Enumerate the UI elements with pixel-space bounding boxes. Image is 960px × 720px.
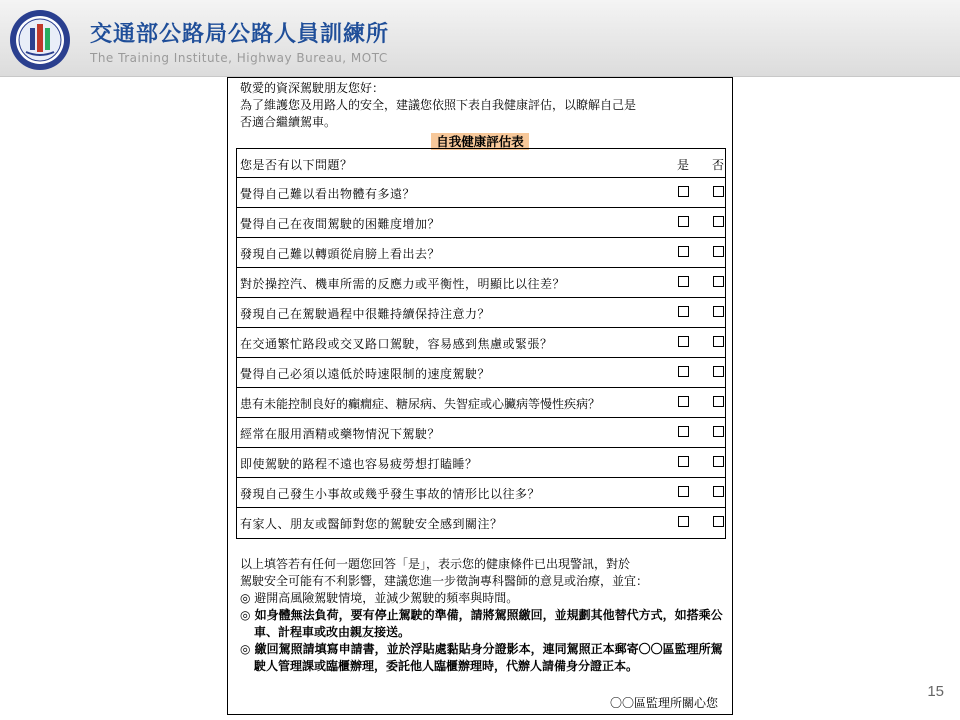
no-checkbox[interactable] xyxy=(713,396,724,407)
question-text: 發現自己難以轉頭從肩膀上看出去？ xyxy=(240,247,441,261)
no-checkbox[interactable] xyxy=(713,186,724,197)
yes-checkbox[interactable] xyxy=(678,516,689,527)
table-row xyxy=(237,268,725,298)
no-checkbox[interactable] xyxy=(713,276,724,287)
yes-checkbox[interactable] xyxy=(678,186,689,197)
no-checkbox[interactable] xyxy=(713,246,724,257)
question-text: 即使駕駛的路程不遠也容易疲勞想打瞌睡？ xyxy=(240,457,478,471)
table-row xyxy=(237,298,725,328)
question-text: 在交通繁忙路段或交叉路口駕駛，容易感到焦慮或緊張？ xyxy=(240,337,553,351)
yes-checkbox[interactable] xyxy=(678,426,689,437)
self-health-assessment-document xyxy=(227,77,733,715)
institute-logo-icon xyxy=(8,8,72,72)
table-row xyxy=(237,418,725,448)
advice-bullet-2: ◎ 如身體無法負荷，要有停止駕駛的準備，請將駕照繳回，並規劃其他替代方式，如搭乘公車、計程車或改由親友接送。 xyxy=(240,608,723,639)
yes-checkbox[interactable] xyxy=(678,246,689,257)
advice-bullet-3: ◎ 繳回駕照請填寫申請書，並於浮貼處黏貼身分證影本，連同駕照正本郵寄〇〇區監理所駕駛人管理課或臨櫃辦理，委託他人臨櫃辦理時，代辦人請備身分證正本。 xyxy=(240,642,723,673)
question-text: 對於操控汽、機車所需的反應力或平衡性，明顯比以往差？ xyxy=(240,277,566,291)
table-row xyxy=(237,178,725,208)
advice-bullet-1: ◎ 避開高風險駕駛情境，並減少駕駛的頻率與時間。 xyxy=(240,591,519,605)
yes-checkbox[interactable] xyxy=(678,336,689,347)
yes-checkbox[interactable] xyxy=(678,306,689,317)
yes-checkbox[interactable] xyxy=(678,486,689,497)
assessment-table xyxy=(236,148,726,539)
table-header-yes: 是 xyxy=(677,158,690,172)
slide-header xyxy=(0,0,960,77)
question-text: 患有未能控制良好的癲癇症、糖尿病、失智症或心臟病等慢性疾病？ xyxy=(240,397,601,411)
organization-subtitle: The Training Institute, Highway Bureau, MOTC xyxy=(90,51,388,65)
table-row xyxy=(237,358,725,388)
no-checkbox[interactable] xyxy=(713,336,724,347)
question-text: 覺得自己必須以遠低於時速限制的速度駕駛？ xyxy=(240,367,491,381)
form-title: 自我健康評估表 xyxy=(431,133,529,150)
question-text: 經常在服用酒精或藥物情況下駕駛？ xyxy=(240,427,441,441)
table-row xyxy=(237,238,725,268)
table-row xyxy=(237,508,725,538)
table-header-question: 您是否有以下問題？ xyxy=(240,158,353,172)
yes-checkbox[interactable] xyxy=(678,456,689,467)
intro-line-3: 否適合繼續駕車。 xyxy=(240,115,337,129)
question-text: 發現自己在駕駛過程中很難持續保持注意力？ xyxy=(240,307,491,321)
question-text: 覺得自己難以看出物體有多遠？ xyxy=(240,187,416,201)
advice-notes xyxy=(240,556,730,675)
slide-number: 15 xyxy=(927,683,944,700)
question-text: 發現自己發生小事故或幾乎發生事故的情形比以往多？ xyxy=(240,487,541,501)
intro-line-2: 為了維護您及用路人的安全，建議您依照下表自我健康評估，以瞭解自己是 xyxy=(240,98,637,112)
table-row xyxy=(237,478,725,508)
table-header-no: 否 xyxy=(712,158,725,172)
note-line-1: 以上填答若有任何一題您回答「是」，表示您的健康條件已出現警訊，對於 xyxy=(240,557,631,571)
table-header-row xyxy=(237,149,725,178)
signature-text: 〇〇區監理所關心您 xyxy=(609,696,718,710)
no-checkbox[interactable] xyxy=(713,306,724,317)
table-row xyxy=(237,388,725,418)
table-row xyxy=(237,448,725,478)
intro-text xyxy=(240,80,728,131)
yes-checkbox[interactable] xyxy=(678,216,689,227)
no-checkbox[interactable] xyxy=(713,366,724,377)
no-checkbox[interactable] xyxy=(713,456,724,467)
question-text: 覺得自己在夜間駕駛的困難度增加？ xyxy=(240,217,441,231)
question-text: 有家人、朋友或醫師對您的駕駛安全感到關注？ xyxy=(240,517,503,531)
no-checkbox[interactable] xyxy=(713,426,724,437)
no-checkbox[interactable] xyxy=(713,486,724,497)
yes-checkbox[interactable] xyxy=(678,366,689,377)
note-line-2: 駕駛安全可能有不利影響，建議您進一步徵詢專科醫師的意見或治療，並宜： xyxy=(240,574,649,588)
no-checkbox[interactable] xyxy=(713,216,724,227)
table-row xyxy=(237,208,725,238)
intro-greeting: 敬愛的資深駕駛朋友您好： xyxy=(240,81,385,95)
no-checkbox[interactable] xyxy=(713,516,724,527)
yes-checkbox[interactable] xyxy=(678,396,689,407)
table-row xyxy=(237,328,725,358)
yes-checkbox[interactable] xyxy=(678,276,689,287)
organization-title: 交通部公路局公路人員訓練所 xyxy=(90,22,390,47)
